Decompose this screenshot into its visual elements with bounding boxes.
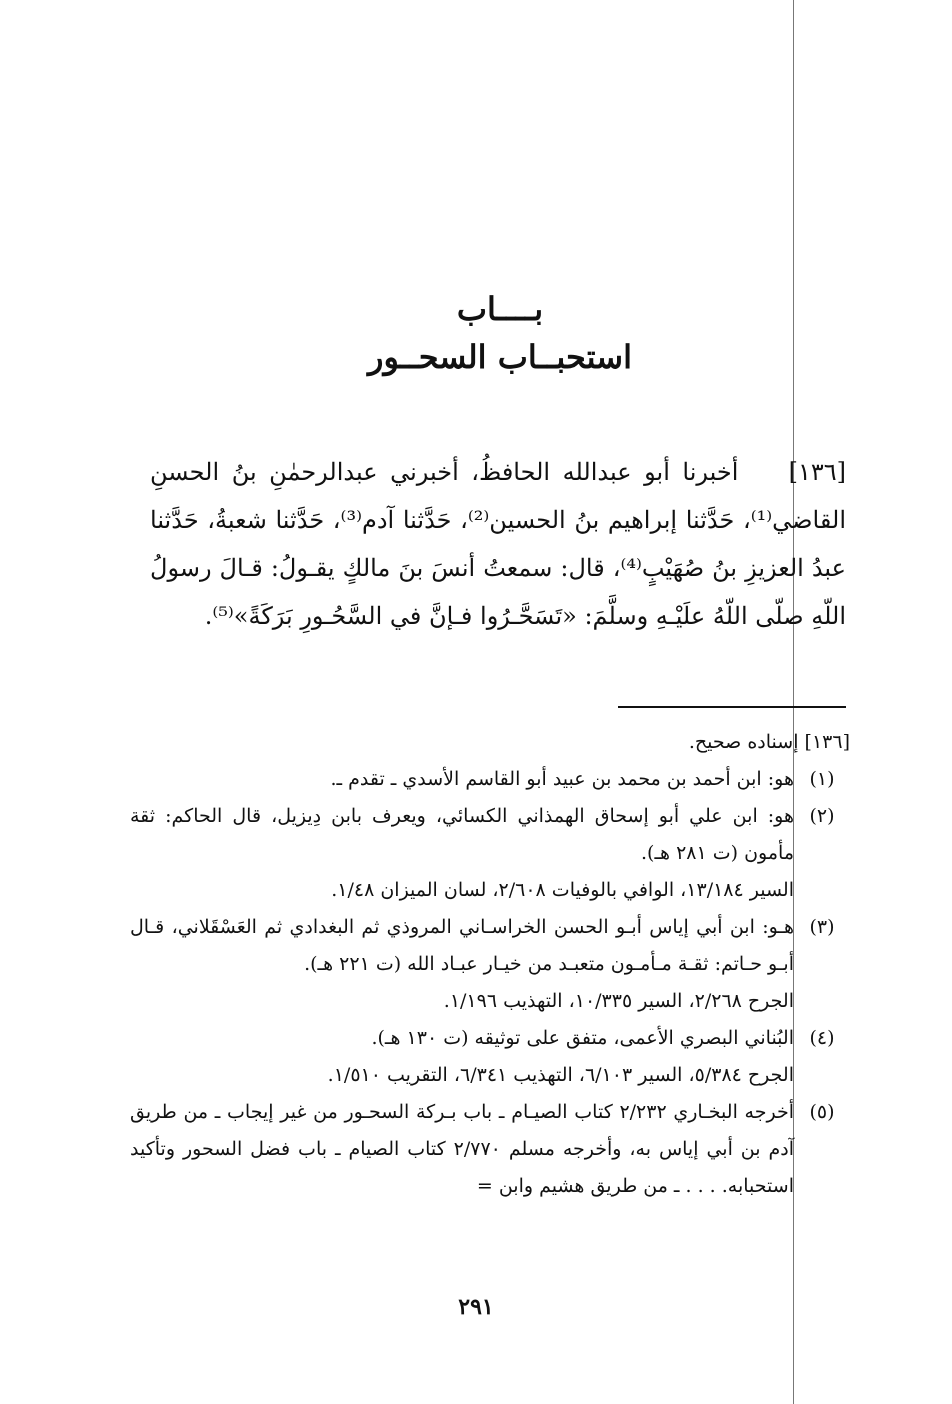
hadith-number: [١٣٦] [788,458,846,486]
footnote-item [130,761,850,798]
footnote-separator [618,706,846,708]
footnote-text: البُناني البصري الأعمى، متفق على توثيقه (ت ١٣٠ هـ). [371,1027,794,1049]
footnote-text: هو: ابن علي أبو إسحاق الهمذاني الكسائي، ويعرف بابن دِيزيل، قال الحاكم: ثقة مأمون (ت ٢٨١ هـ). [130,805,794,864]
footnote-item [130,909,850,983]
footnote-number: (٤) [809,1027,835,1049]
footnote-head: [١٣٦] إسناده صحيح. [688,731,850,753]
hadith-paragraph [150,448,846,640]
footnote-number: (٣) [809,916,835,938]
footnote-number: (٥) [809,1101,835,1123]
footnote-item [130,798,850,872]
footnote-references: السير ١٣/١٨٤، الوافي بالوفيات ٢/٦٠٨، لسان الميزان ١/٤٨. [331,879,794,901]
chapter-title: استحبــاب السحــور [367,338,632,376]
footnote-text: هـو: ابن أبي إياس أبـو الحسن الخراسـاني المروذي ثم البغدادي ثم العَسْقَلاني، قـال أبـو حـاتم: ثقـة مـأمـون متعبـد من خيـار عبـاد الله (ت ٢٢١ هـ). [130,916,794,975]
footnote-text: هو: ابن أحمد بن محمد بن عبيد أبو القاسم الأسدي ـ تقدم ـ. [330,768,794,790]
footnote-number: (١) [809,768,835,790]
chapter-heading: بــــاب [456,290,544,328]
page-number: ٢٩١ [458,1294,494,1320]
footnote-item [130,1020,850,1057]
footnote-references: الجرح ٢/٢٦٨، السير ١٠/٣٣٥، التهذيب ١/١٩٦. [443,990,794,1012]
footnote-item [130,1094,850,1205]
hadith-text: أخبرنا أبو عبدالله الحافظُ، أخبرني عبدالرحمٰنِ بنُ الحسنِ القاضي⁽¹⁾، حَدَّثنا إبراهيم بنُ الحسين⁽²⁾، حَدَّثنا آدم⁽³⁾، حَدَّثنا شعبةُ، حَدَّثنا عبدُ العزيزِ بنُ صُهَيْبٍ⁽⁴⁾، قال: سمعتُ أنسَ بنَ مالكٍ يقـولُ: قـالَ رسولُ اللّهِ صلّى اللّهُ علَيْـهِ وسلَّمَ: «تَسَحَّـرُوا فـإنَّ في السَّحُـورِ بَرَكَةً»⁽⁵⁾. [150,458,846,630]
footnotes [130,724,850,1205]
footnote-references: الجرح ٥/٣٨٤، السير ٦/١٠٣، التهذيب ٦/٣٤١، التقريب ١/٥١٠. [327,1064,794,1086]
footnote-number: (٢) [809,805,835,827]
footnote-text: أخرجه البخـاري ٢/٢٣٢ كتاب الصيـام ـ باب بـركة السحـور من غير إيجاب ـ من طريق آدم بن أبي إياس به، وأخرجه مسلم ٢/٧٧٠ كتاب الصيام ـ باب فضل السحور وتأكيد استحبابه. . . . ـ من طريق هشيم وابن = [130,1101,794,1197]
